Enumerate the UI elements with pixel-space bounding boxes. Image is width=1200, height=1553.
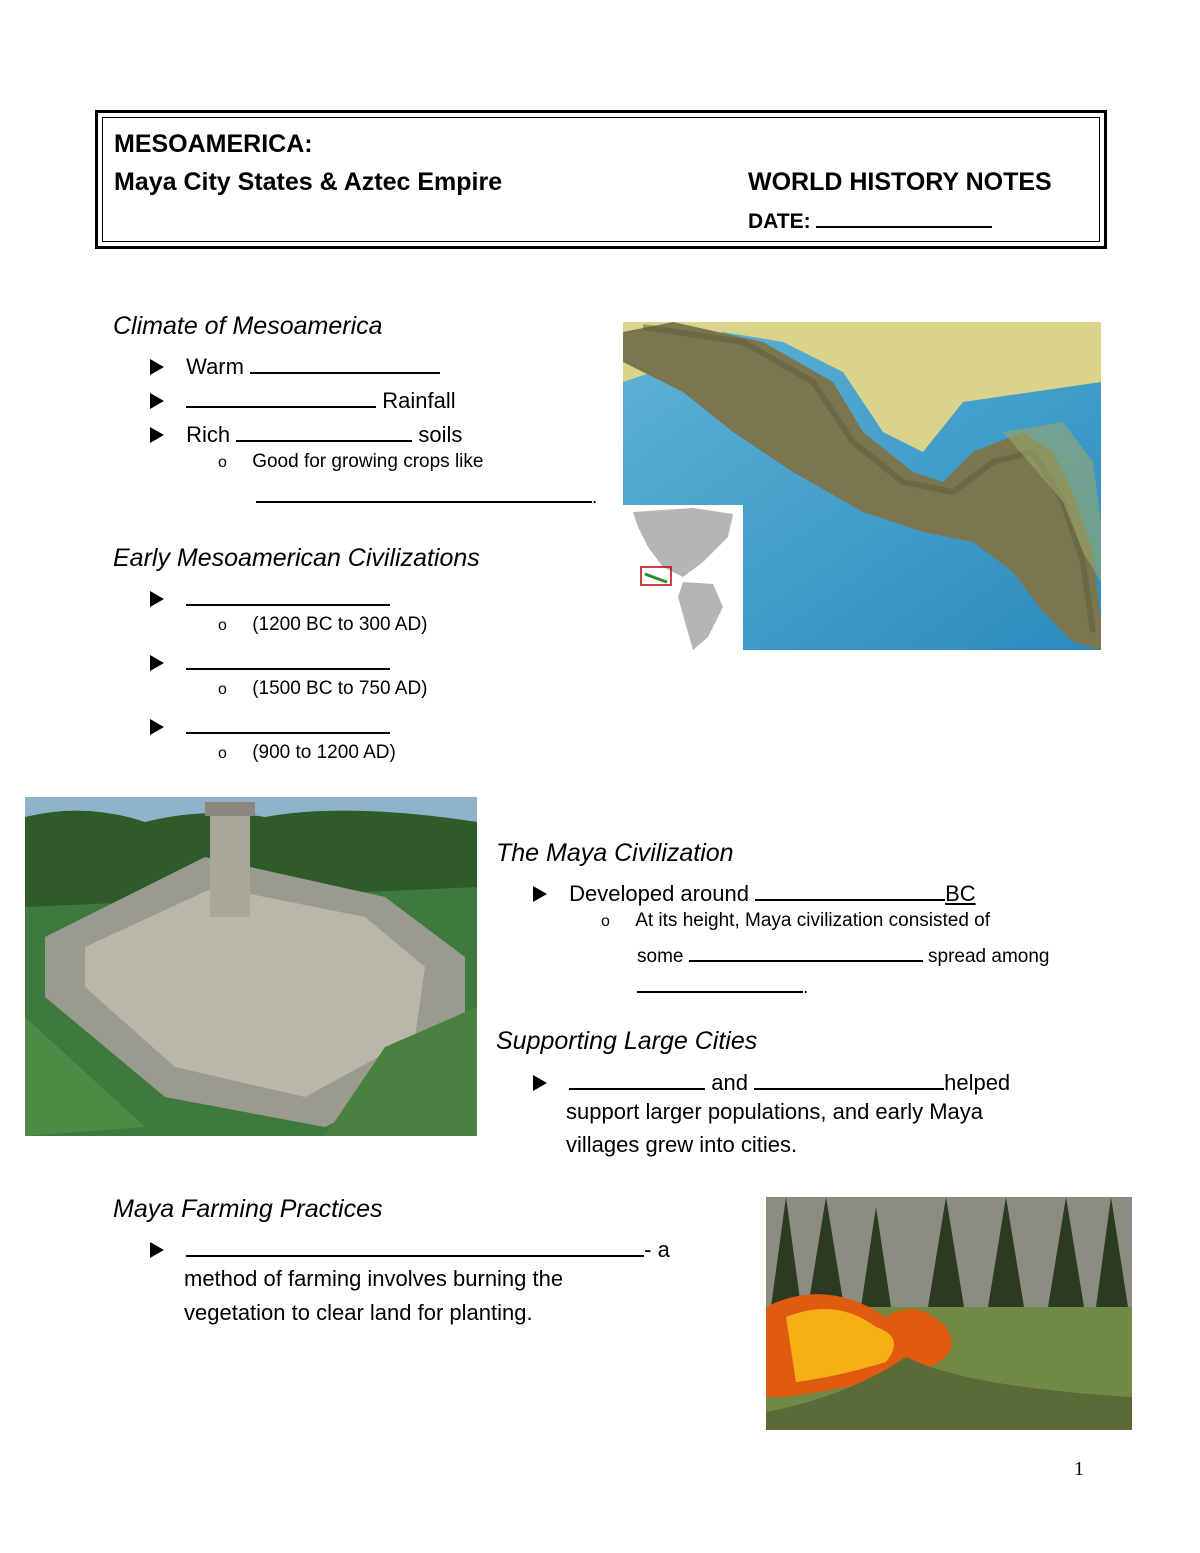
header-date — [748, 205, 992, 234]
maya-sub-height: o At its height, Maya civilization consisted of — [601, 910, 991, 931]
blank-line[interactable] — [186, 582, 390, 606]
circle-bullet-icon: o — [218, 454, 227, 471]
farming-line-2: method of farming involves burning the — [184, 1266, 564, 1291]
blank-line[interactable] — [236, 418, 412, 442]
blank-line[interactable] — [755, 877, 945, 901]
blank-line[interactable] — [186, 646, 390, 670]
blank-line[interactable] — [186, 1233, 644, 1257]
date-blank[interactable] — [816, 205, 992, 228]
early-item-1 — [150, 582, 390, 612]
early-item-3 — [150, 710, 390, 740]
climate-item-soils: Rich soils — [150, 418, 462, 448]
bullet-arrow-icon — [150, 719, 164, 735]
cities-item-1: and helped — [533, 1066, 1010, 1096]
header-course: WORLD HISTORY NOTES — [748, 168, 1052, 196]
farming-line-3: vegetation to clear land for planting. — [184, 1300, 533, 1325]
cities-title: Supporting Large Cities — [496, 1027, 758, 1055]
circle-bullet-icon: o — [218, 681, 227, 698]
cities-line-3: villages grew into cities. — [566, 1132, 798, 1157]
header-subtitle: Maya City States & Aztec Empire — [114, 168, 503, 196]
maya-item-developed: Developed around BC — [533, 877, 976, 907]
bullet-arrow-icon — [150, 359, 164, 375]
blank-line[interactable] — [256, 482, 592, 503]
climate-sub-crops: o Good for growing crops like — [218, 451, 484, 472]
blank-line[interactable] — [186, 710, 390, 734]
early-sub-3: o (900 to 1200 AD) — [218, 742, 396, 763]
maya-palace-photo — [25, 797, 477, 1136]
bullet-arrow-icon — [150, 393, 164, 409]
early-item-2 — [150, 646, 390, 676]
circle-bullet-icon: o — [218, 745, 227, 762]
climate-crops-blank: . — [256, 482, 597, 509]
blank-line[interactable] — [689, 941, 923, 962]
farming-title: Maya Farming Practices — [113, 1195, 383, 1223]
header-title: MESOAMERICA: — [114, 130, 313, 158]
bullet-arrow-icon — [150, 591, 164, 607]
maya-sub-blank: . — [637, 972, 808, 999]
cities-line-2: support larger populations, and early Maya — [566, 1099, 984, 1124]
page-number: 1 — [1074, 1458, 1084, 1480]
circle-bullet-icon: o — [218, 617, 227, 634]
climate-item-warm: Warm — [150, 350, 440, 380]
bullet-arrow-icon — [150, 427, 164, 443]
maya-sub-some: some spread among — [637, 941, 1050, 968]
farming-item-1: - a — [150, 1233, 670, 1263]
maya-title: The Maya Civilization — [496, 839, 734, 867]
bullet-arrow-icon — [533, 1075, 547, 1091]
slash-and-burn-photo — [766, 1197, 1132, 1430]
bullet-arrow-icon — [150, 1242, 164, 1258]
blank-line[interactable] — [754, 1066, 944, 1090]
early-sub-1: o (1200 BC to 300 AD) — [218, 614, 428, 635]
bullet-arrow-icon — [533, 886, 547, 902]
blank-line[interactable] — [637, 972, 803, 993]
blank-line[interactable] — [569, 1066, 705, 1090]
circle-bullet-icon: o — [601, 913, 610, 930]
bullet-arrow-icon — [150, 655, 164, 671]
early-title: Early Mesoamerican Civilizations — [113, 544, 480, 572]
mesoamerica-map-image — [623, 322, 1101, 650]
climate-title: Climate of Mesoamerica — [113, 312, 383, 340]
early-sub-2: o (1500 BC to 750 AD) — [218, 678, 428, 699]
climate-item-rainfall: Rainfall — [150, 384, 456, 414]
blank-line[interactable] — [186, 384, 376, 408]
date-label: DATE: — [748, 210, 811, 233]
blank-line[interactable] — [250, 350, 440, 374]
